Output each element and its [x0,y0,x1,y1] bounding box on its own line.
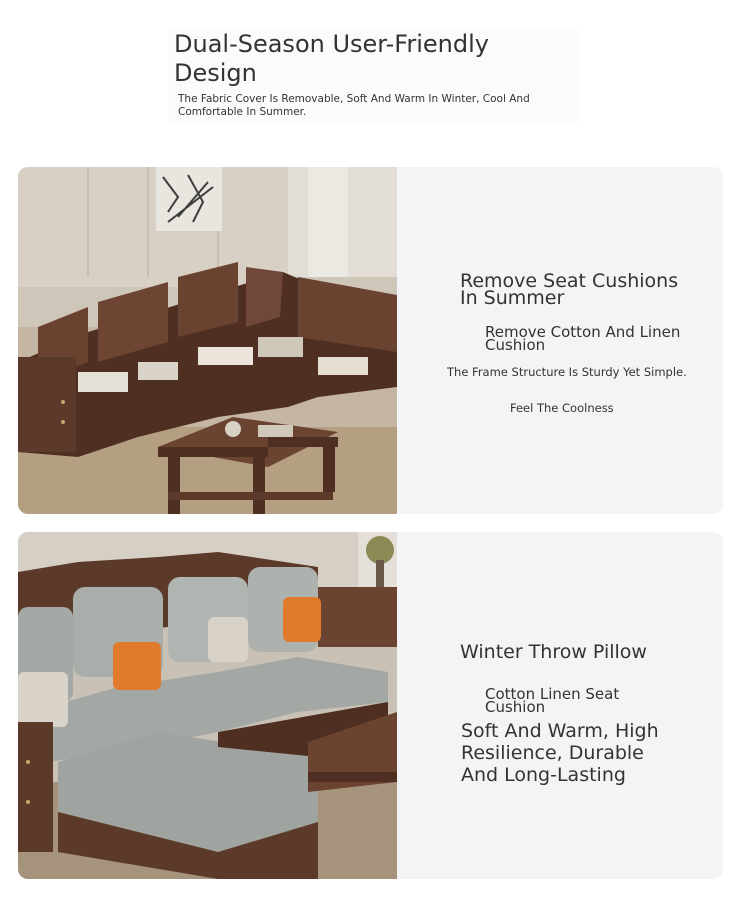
summer-heading: Remove Seat Cushions In Summer [460,270,679,309]
page-subtitle: The Fabric Cover Is Removable, Soft And Warm In Winter, Cool And Comfortable In Summer. [178,93,530,118]
summer-subheading: Remove Cotton And Linen Cushion [485,323,681,354]
winter-section [18,532,723,879]
winter-subheading: Cotton Linen Seat Cushion [485,685,620,716]
summer-description: The Frame Structure Is Sturdy Yet Simple. [447,365,687,379]
cushioned-sofa-photo [18,532,397,879]
winter-heading: Winter Throw Pillow [460,641,647,663]
summer-section [18,167,723,514]
storage-sofa-photo [18,167,397,514]
page-title: Dual-Season User-Friendly Design [174,30,489,87]
header-block [168,28,580,124]
summer-tagline: Feel The Coolness [510,401,614,415]
winter-description: Soft And Warm, High Resilience, Durable And Long-Lasting [461,720,659,786]
